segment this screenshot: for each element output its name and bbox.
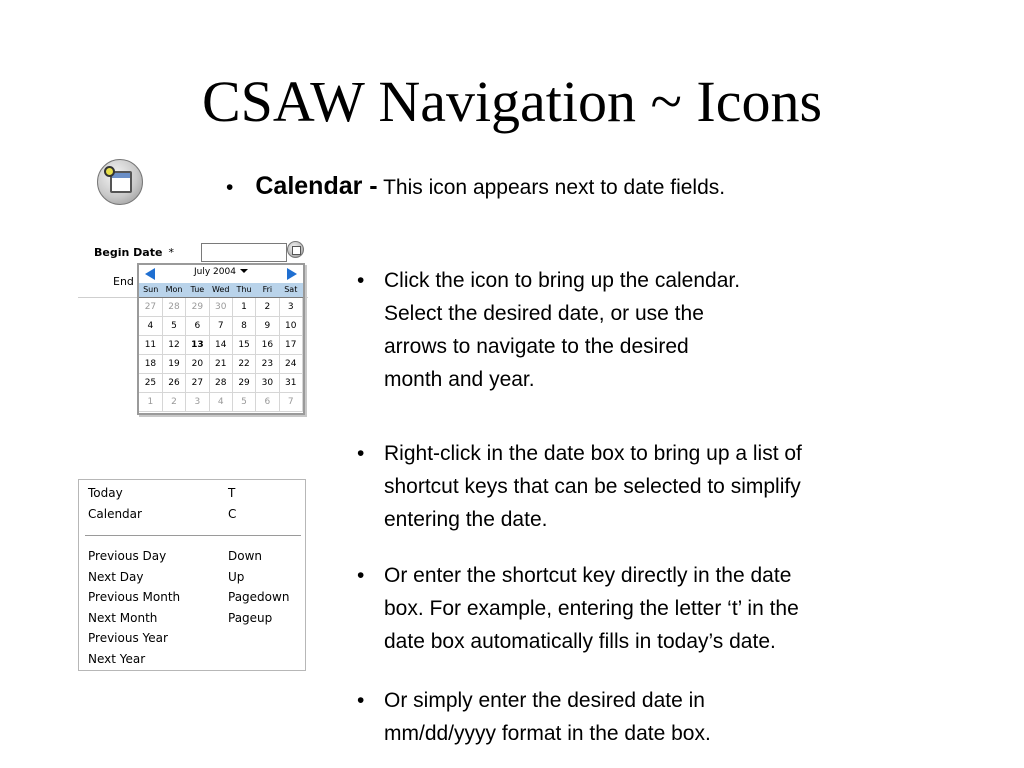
calendar-week — [139, 335, 303, 354]
menu-item-key: T — [228, 486, 236, 500]
weekday-header — [139, 283, 303, 297]
bullet-mark: • — [357, 269, 365, 292]
bullet-line: month and year. — [384, 368, 535, 391]
calendar-day[interactable]: 29 — [232, 373, 255, 392]
menu-item[interactable] — [88, 570, 303, 588]
menu-item-label: Previous Day — [88, 549, 167, 563]
bullet-line: arrows to navigate to the desired — [384, 335, 689, 358]
weekday-label: Sun — [139, 283, 162, 297]
calendar-week — [139, 316, 303, 335]
menu-item-key: Down — [228, 549, 263, 563]
bullet-click-icon — [357, 264, 740, 396]
calendar-popup — [137, 263, 305, 415]
menu-separator — [85, 535, 301, 536]
calendar-day[interactable]: 1 — [139, 392, 162, 411]
bullet-line: Select the desired date, or use the — [384, 302, 704, 325]
menu-item-label: Previous Month — [88, 590, 181, 604]
menu-item[interactable] — [88, 549, 303, 567]
shortcut-menu — [78, 479, 306, 671]
menu-item[interactable] — [88, 652, 303, 670]
calendar-heading: Calendar - — [255, 172, 378, 200]
month-label: July 2004 — [194, 267, 236, 277]
weekday-label: Tue — [186, 283, 209, 297]
menu-item-key: Up — [228, 569, 245, 584]
bullet-shortcut-key — [357, 559, 799, 658]
calendar-day[interactable]: 17 — [279, 335, 302, 354]
calendar-day[interactable]: 7 — [209, 316, 232, 335]
calendar-day[interactable]: 22 — [232, 354, 255, 373]
month-selector[interactable] — [139, 267, 303, 277]
calendar-day[interactable]: 30 — [209, 297, 232, 316]
arrow-right-icon[interactable] — [287, 268, 297, 280]
menu-item[interactable] — [88, 590, 303, 608]
bullet-line: Right-click in the date box to bring up a list of — [384, 442, 802, 465]
calendar-header — [139, 265, 303, 283]
calendar-day[interactable]: 18 — [139, 354, 162, 373]
calendar-day[interactable]: 6 — [256, 392, 279, 411]
calendar-day[interactable]: 3 — [279, 297, 302, 316]
calendar-day[interactable]: 1 — [232, 297, 255, 316]
calendar-days — [139, 297, 303, 411]
weekday-label: Mon — [162, 283, 185, 297]
calendar-day[interactable]: 9 — [256, 316, 279, 335]
calendar-day[interactable]: 25 — [139, 373, 162, 392]
calendar-description: This icon appears next to date fields. — [377, 176, 726, 199]
menu-item-label: Previous Year — [88, 631, 168, 645]
clock-icon — [104, 166, 115, 177]
calendar-day[interactable]: 6 — [186, 316, 209, 335]
menu-item[interactable] — [88, 631, 303, 649]
weekday-label: Wed — [209, 283, 232, 297]
page-title: CSAW Navigation ~ Icons — [201, 69, 823, 134]
bullet-line: Click the icon to bring up the calendar. — [384, 269, 741, 292]
caret-down-icon — [240, 269, 248, 273]
calendar-day[interactable]: 15 — [232, 335, 255, 354]
calendar-week — [139, 392, 303, 411]
bullet-mark: • — [226, 176, 234, 199]
begin-date-label — [94, 246, 174, 259]
calendar-day[interactable]: 20 — [186, 354, 209, 373]
calendar-day[interactable]: 16 — [256, 335, 279, 354]
calendar-day[interactable]: 26 — [162, 373, 185, 392]
calendar-week — [139, 297, 303, 316]
calendar-day[interactable]: 4 — [139, 316, 162, 335]
calendar-day[interactable]: 11 — [139, 335, 162, 354]
begin-date-input[interactable] — [201, 243, 287, 262]
bullet-right-click — [357, 437, 802, 536]
bullet-line: mm/dd/yyyy format in the date box. — [384, 722, 711, 745]
calendar-day[interactable]: 3 — [186, 392, 209, 411]
calendar-day[interactable]: 12 — [162, 335, 185, 354]
calendar-day[interactable]: 2 — [256, 297, 279, 316]
calendar-day[interactable]: 27 — [186, 373, 209, 392]
menu-item[interactable] — [88, 507, 303, 525]
end-date-label: End — [113, 275, 134, 288]
calendar-clock-icon — [97, 159, 143, 205]
bullet-mark: • — [357, 689, 365, 712]
calendar-day[interactable]: 29 — [186, 297, 209, 316]
menu-item-key: Pagedown — [228, 590, 290, 604]
calendar-day[interactable]: 7 — [279, 392, 302, 411]
bullet-mark: • — [357, 564, 365, 587]
bullet-line: Or simply enter the desired date in — [384, 689, 705, 712]
calendar-day[interactable]: 14 — [209, 335, 232, 354]
menu-item-key: Pageup — [228, 610, 273, 625]
required-mark: * — [168, 246, 174, 259]
weekday-label: Thu — [232, 283, 255, 297]
bullet-line: box. For example, entering the letter ‘t’ in the — [384, 597, 799, 620]
weekday-label: Fri — [256, 283, 279, 297]
bullet-mark: • — [357, 442, 365, 465]
form-divider — [78, 297, 141, 298]
bullet-enter-date — [357, 684, 711, 750]
calendar-day[interactable]: 30 — [256, 373, 279, 392]
calendar-day[interactable]: 24 — [279, 354, 302, 373]
calendar-day[interactable]: 10 — [279, 316, 302, 335]
calendar-day[interactable]: 31 — [279, 373, 302, 392]
menu-item-label: Today — [88, 486, 123, 500]
calendar-bullet — [226, 172, 725, 202]
bullet-line: Or enter the shortcut key directly in the date — [384, 564, 792, 587]
menu-item-label: Next Day — [88, 569, 144, 584]
calendar-day[interactable]: 8 — [232, 316, 255, 335]
menu-item-key: C — [228, 507, 237, 521]
calendar-day[interactable]: 21 — [209, 354, 232, 373]
begin-date-text: Begin Date — [94, 246, 163, 259]
calendar-day[interactable]: 13 — [186, 335, 209, 354]
weekday-label: Sat — [279, 283, 302, 297]
calendar-day[interactable]: 23 — [256, 354, 279, 373]
calendar-day[interactable]: 28 — [162, 297, 185, 316]
calendar-grid — [139, 283, 303, 412]
bullet-line: shortcut keys that can be selected to simplify — [384, 475, 801, 498]
calendar-day[interactable]: 4 — [209, 392, 232, 411]
calendar-week — [139, 373, 303, 392]
calendar-day[interactable]: 19 — [162, 354, 185, 373]
menu-item[interactable] — [88, 611, 303, 629]
bullet-line: date box automatically fills in today’s date. — [384, 630, 776, 653]
calendar-week — [139, 354, 303, 373]
bullet-line: entering the date. — [384, 508, 548, 531]
calendar-day[interactable]: 28 — [209, 373, 232, 392]
calendar-day[interactable]: 5 — [162, 316, 185, 335]
menu-item-label: Next Month — [88, 610, 158, 625]
menu-item-label: Next Year — [88, 651, 146, 666]
calendar-day[interactable]: 27 — [139, 297, 162, 316]
calendar-icon[interactable] — [287, 241, 304, 258]
menu-item-label: Calendar — [88, 507, 142, 521]
menu-item[interactable] — [88, 486, 303, 504]
calendar-day[interactable]: 5 — [232, 392, 255, 411]
calendar-day[interactable]: 2 — [162, 392, 185, 411]
